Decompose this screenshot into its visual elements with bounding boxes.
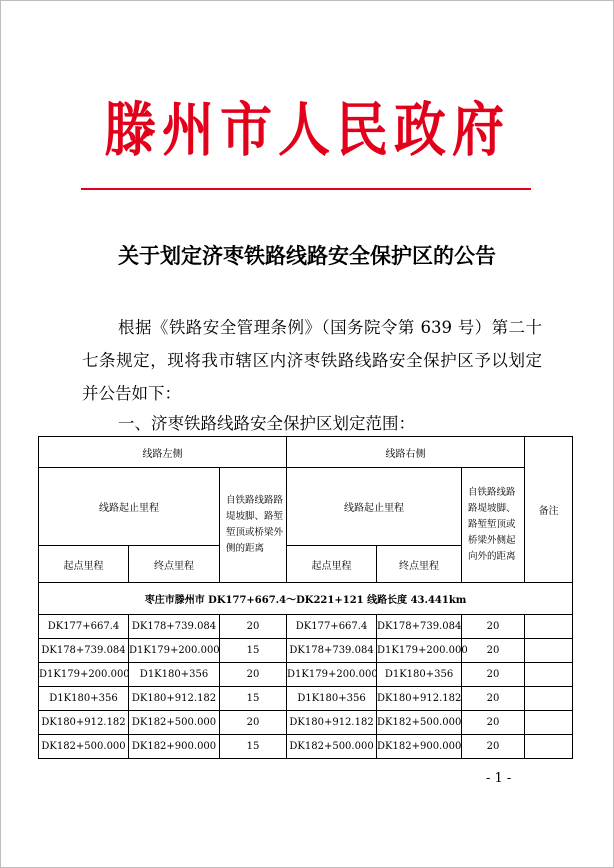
protection-zone-table: [38, 436, 573, 759]
red-divider-line: [81, 188, 531, 190]
table-row: [39, 639, 573, 663]
issuer-masthead: 滕州市人民政府: [103, 96, 510, 165]
remarks-cell: [525, 639, 573, 663]
table-row: [39, 687, 573, 711]
page-number: - 1 -: [486, 771, 512, 786]
table-row: [39, 711, 573, 735]
remarks-cell: [525, 687, 573, 711]
left-start-cell: DK177+667.4: [39, 615, 129, 639]
right-distance-cell: 20: [462, 615, 525, 639]
right-start-cell: DK182+500.000: [287, 735, 377, 759]
right-start-cell: DK178+739.084: [287, 639, 377, 663]
left-end-cell: DK180+912.182: [129, 687, 220, 711]
remarks-cell: [525, 663, 573, 687]
left-distance-cell: 15: [220, 639, 287, 663]
remarks-cell: [525, 711, 573, 735]
left-end-cell: DK182+900.000: [129, 735, 220, 759]
right-end-cell: DK178+739.084: [377, 615, 462, 639]
left-distance-cell: 20: [220, 711, 287, 735]
left-end-cell: DK178+739.084: [129, 615, 220, 639]
right-start-header: 起点里程: [287, 546, 377, 583]
left-distance-cell: 20: [220, 615, 287, 639]
right-end-cell: DK182+900.000: [377, 735, 462, 759]
left-start-header: 起点里程: [39, 546, 129, 583]
left-start-cell: D1K179+200.000: [39, 663, 129, 687]
remarks-cell: [525, 735, 573, 759]
right-distance-cell: 20: [462, 711, 525, 735]
right-distance-cell: 20: [462, 639, 525, 663]
right-start-cell: DK177+667.4: [287, 615, 377, 639]
table-row: [39, 663, 573, 687]
left-end-cell: D1K179+200.000: [129, 639, 220, 663]
left-range-header: 线路起止里程: [39, 468, 220, 546]
right-end-cell: D1K180+356: [377, 663, 462, 687]
remarks-cell: [525, 615, 573, 639]
left-start-cell: DK182+500.000: [39, 735, 129, 759]
remarks-header: 备注: [525, 437, 573, 583]
right-end-cell: DK182+500.000: [377, 711, 462, 735]
left-distance-cell: 15: [220, 735, 287, 759]
left-start-cell: DK180+912.182: [39, 711, 129, 735]
left-side-header: 线路左侧: [39, 437, 287, 468]
right-start-cell: DK180+912.182: [287, 711, 377, 735]
left-end-cell: D1K180+356: [129, 663, 220, 687]
right-end-cell: DK180+912.182: [377, 687, 462, 711]
right-start-cell: D1K180+356: [287, 687, 377, 711]
right-distance-header: 自铁路线路路堤坡脚、路堑堑顶或桥梁外侧起向外的距离: [462, 468, 525, 583]
left-end-header: 终点里程: [129, 546, 220, 583]
left-start-cell: DK178+739.084: [39, 639, 129, 663]
left-distance-cell: 15: [220, 687, 287, 711]
table-row: [39, 735, 573, 759]
section-heading: 一、济枣铁路线路安全保护区划定范围：: [118, 414, 415, 433]
right-side-header: 线路右侧: [287, 437, 525, 468]
right-start-cell: D1K179+200.000: [287, 663, 377, 687]
body-paragraph: 根据《铁路安全管理条例》（国务院令第 639 号）第二十七条规定，现将我市辖区内济枣铁路线路安全保护区予以划定并公告如下：: [82, 318, 542, 403]
document-title: 关于划定济枣铁路线路安全保护区的公告: [118, 243, 496, 268]
right-distance-cell: 20: [462, 663, 525, 687]
table-row: [39, 615, 573, 639]
right-distance-cell: 20: [462, 687, 525, 711]
left-distance-cell: 20: [220, 663, 287, 687]
right-range-header: 线路起止里程: [287, 468, 462, 546]
right-end-header: 终点里程: [377, 546, 462, 583]
left-distance-header: 自铁路线路路堤坡脚、路堑堑顶或桥梁外侧的距离: [220, 468, 287, 583]
left-start-cell: D1K180+356: [39, 687, 129, 711]
left-end-cell: DK182+500.000: [129, 711, 220, 735]
right-end-cell: D1K179+200.000: [377, 639, 462, 663]
right-distance-cell: 20: [462, 735, 525, 759]
section-row: 枣庄市滕州市 DK177+667.4～DK221+121 线路长度 43.441km: [39, 583, 573, 615]
